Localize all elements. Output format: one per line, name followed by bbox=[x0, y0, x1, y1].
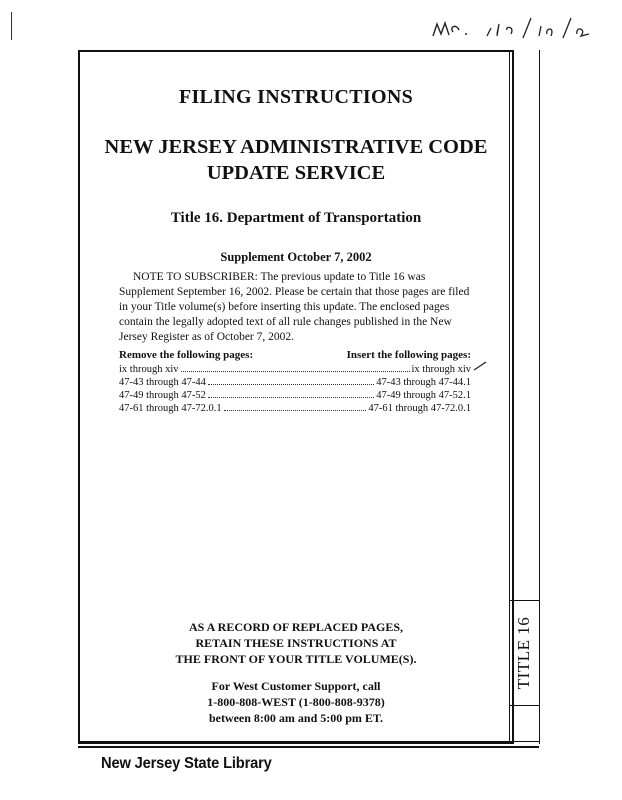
department-heading: Title 16. Department of Transportation bbox=[170, 210, 422, 226]
note-line: contain the legally adopted text of all rule changes published in the New bbox=[119, 316, 452, 328]
page-replacement-table bbox=[119, 349, 471, 414]
bottom-rule bbox=[78, 746, 539, 748]
insert-header: Insert the following pages: bbox=[346, 349, 471, 361]
leader-dots bbox=[208, 388, 374, 398]
note-line: Supplement September 16, 2002. Please be certain that those pages are filed bbox=[119, 286, 470, 298]
insert-pages: ix through xiv bbox=[411, 364, 471, 375]
library-footer: New Jersey State Library bbox=[101, 755, 272, 772]
handwritten-initials-date bbox=[427, 10, 607, 50]
document-subtitle bbox=[78, 134, 514, 186]
support-line: For West Customer Support, call bbox=[211, 679, 381, 693]
record-line: RETAIN THESE INSTRUCTIONS AT bbox=[195, 636, 397, 650]
table-row bbox=[119, 388, 471, 401]
note-line: in your Title volume(s) before inserting this update. The enclosed pages bbox=[119, 301, 450, 313]
leader-dots bbox=[224, 401, 367, 411]
insert-pages: 47-43 through 47-44.1 bbox=[376, 377, 471, 388]
remove-pages: 47-61 through 47-72.0.1 bbox=[119, 403, 222, 414]
bottom-rule-thin bbox=[78, 741, 539, 742]
remove-pages: 47-49 through 47-52 bbox=[119, 390, 206, 401]
scan-margin-mark bbox=[11, 12, 12, 40]
customer-support bbox=[78, 678, 514, 726]
supplement-date: Supplement October 7, 2002 bbox=[220, 250, 372, 264]
tab-label: TITLE 16 bbox=[514, 616, 533, 690]
table-row bbox=[119, 375, 471, 388]
subtitle-line: UPDATE SERVICE bbox=[206, 162, 386, 184]
support-line: between 8:00 am and 5:00 pm ET. bbox=[208, 711, 384, 725]
note-to-subscriber bbox=[119, 270, 471, 345]
leader-dots bbox=[181, 362, 410, 372]
checkmark-icon bbox=[473, 361, 487, 371]
insert-pages: 47-49 through 47-52.1 bbox=[376, 390, 471, 401]
tab-edge bbox=[539, 50, 540, 744]
support-line: 1-800-808-WEST (1-800-808-9378) bbox=[207, 695, 385, 709]
table-header bbox=[119, 349, 471, 362]
note-line: NOTE TO SUBSCRIBER: The previous update to Title 16 was bbox=[133, 271, 426, 283]
table-row bbox=[119, 401, 471, 414]
leader-dots bbox=[208, 375, 374, 385]
note-line: Jersey Register as of October 7, 2002. bbox=[119, 331, 295, 343]
record-instructions bbox=[78, 619, 514, 667]
table-row bbox=[119, 362, 471, 375]
remove-pages: 47-43 through 47-44 bbox=[119, 377, 206, 388]
document-title: FILING INSTRUCTIONS bbox=[178, 86, 414, 108]
record-line: THE FRONT OF YOUR TITLE VOLUME(S). bbox=[175, 652, 417, 666]
subtitle-line: NEW JERSEY ADMINISTRATIVE CODE bbox=[104, 136, 488, 158]
insert-pages: 47-61 through 47-72.0.1 bbox=[368, 403, 471, 414]
remove-header: Remove the following pages: bbox=[119, 349, 254, 361]
record-line: AS A RECORD OF REPLACED PAGES, bbox=[188, 620, 404, 634]
remove-pages: ix through xiv bbox=[119, 364, 179, 375]
